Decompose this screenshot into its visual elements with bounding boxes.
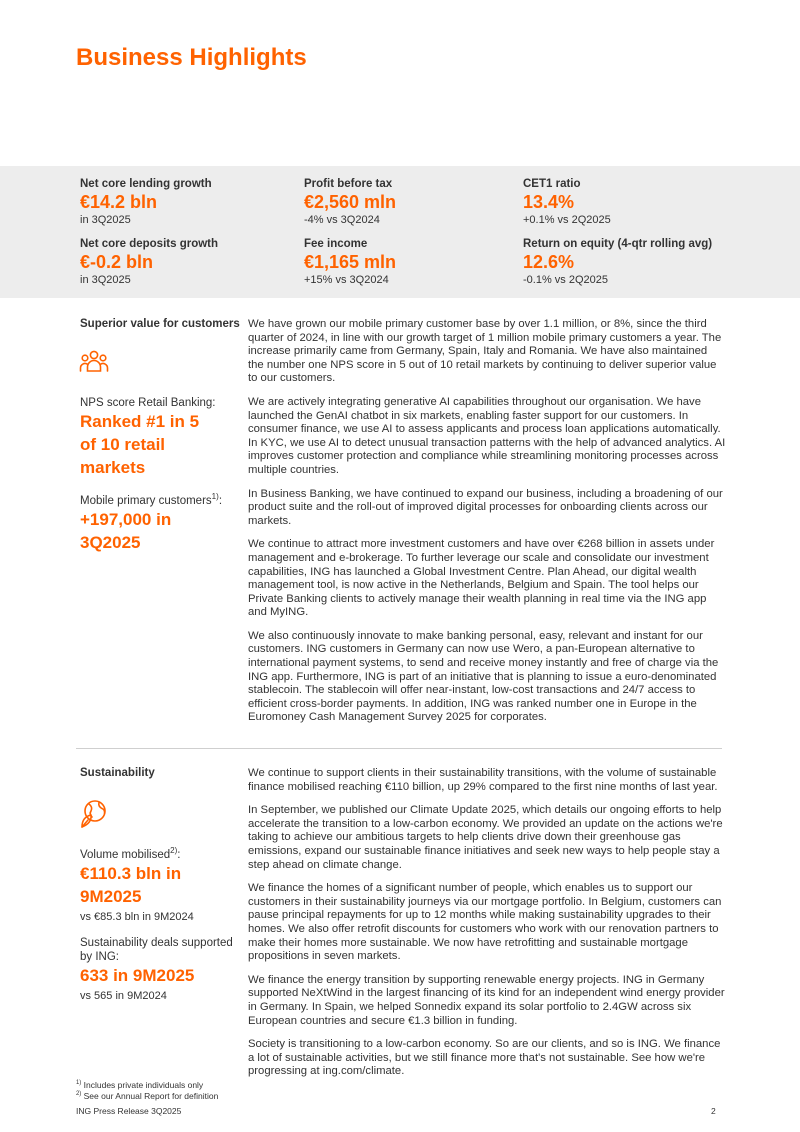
kpi-sub: +15% vs 3Q2024 (304, 274, 389, 286)
footnote: $^{1)}$ Includes private individuals only (76, 1079, 204, 1090)
sustainability-deals-stat (80, 936, 240, 1003)
deals-value: 633 in 9M2025 (80, 966, 195, 985)
kpi-label: Net core deposits growth (80, 238, 219, 250)
kpi-label: Net core lending growth (80, 178, 212, 190)
kpi-sub: -4% vs 3Q2024 (304, 214, 380, 226)
kpi-value: €2,560 mln (304, 192, 397, 212)
paragraph: We have grown our mobile primary customer base by over 1.1 million, or 8%, since the third quarter of 2024, in line with our growth target of 1 million mobile primary customers a year. The increase primarily came from Germany, Spain, Italy and Romania. We have also maintained the number one NPS score in 5 out of 10 retail markets by continuing to deliver superior value to our customers. (248, 318, 722, 385)
deals-label: Sustainability deals supported by ING: (80, 937, 233, 963)
paragraph: We also continuously innovate to make banking personal, easy, relevant and instant for our customers. ING customers in Germany can now use Wero, a pan-European alternative to international payment systems, to send and receive money instantly and free of charge via the ING app. Furthermore, ING is part of an initiative that is planning to issue a euro-denominated stablecoin. The stablecoin will offer near-instant, low-cost transactions and 24/7 access to efficient cross-border payments. In addition, ING was ranked number one in Europe in the Euromoney Cash Management Survey 2025 for corporates. (248, 629, 719, 724)
paragraph: We continue to support clients in their sustainability transitions, with the volume of sustainable finance mobilised reaching €110 billion, up 29% compared to the first nine months of last year. (248, 767, 718, 793)
kpi-value: 13.4% (523, 192, 575, 212)
section-heading-sustainability: Sustainability (80, 767, 155, 779)
kpi-sub: in 3Q2025 (80, 214, 131, 226)
volume-mobilised-stat (80, 844, 240, 924)
kpi-net-core-lending (80, 177, 280, 227)
mobile-customers-stat (80, 490, 240, 554)
kpi-net-core-deposits (80, 237, 280, 287)
footnote: $^{2)}$ See our Annual Report for definition (76, 1091, 219, 1102)
kpi-sub: in 3Q2025 (80, 274, 131, 286)
paragraph: We are actively integrating generative AI capabilities throughout our organisation. We have launched the GenAI chatbot in six markets, enabling faster support for our customers. In consumer finance, we use AI to assess applicants and process loan applications automatically. In KYC, we use AI to detect unusual transaction patterns with the help of advanced analytics. AI improves customer protection and compliance while streamlining monitoring processes across multiple countries. (248, 395, 726, 476)
kpi-profit-before-tax (304, 177, 504, 227)
sustainability-body (248, 767, 726, 1089)
kpi-sub: +0.1% vs 2Q2025 (523, 214, 611, 226)
kpi-label: Fee income (304, 238, 368, 250)
paragraph: We continue to attract more investment customers and have over €268 billion in assets under management and e-brokerage. To further leverage our scale and consolidate our investment capabilities, ING has launched a Global Investment Centre. Plan Ahead, our digital wealth management tool, is now active in the Netherlands, Belgium and Spain. The tool helps our Private Banking clients to actively manage their wealth planning in real time via the ING app and MyING. (248, 538, 715, 619)
deals-comparison: vs 565 in 9M2024 (80, 990, 167, 1002)
mobile-label: Mobile primary customers$^{1)}$: (80, 492, 223, 507)
kpi-label: Return on equity (4-qtr rolling avg) (523, 238, 713, 250)
kpi-label: Profit before tax (304, 178, 393, 190)
nps-value: Ranked #1 in 5 of 10 retail markets (80, 412, 200, 477)
footer-release-name: ING Press Release 3Q2025 (76, 1106, 182, 1116)
page-title: Business Highlights (76, 44, 307, 71)
paragraph: In September, we published our Climate Update 2025, which details our ongoing efforts to help accelerate the transition to a low-carbon economy. We provided an update on the actions we're taking to achieve our ambitious targets to help clients drive down their greenhouse gas emissions, expand our sustainable finance initiatives and seek new ways to help people stay a step ahead on climate change. (248, 804, 723, 871)
kpi-value: 12.6% (523, 252, 575, 272)
superior-body (248, 318, 726, 735)
kpi-sub: -0.1% vs 2Q2025 (523, 274, 608, 286)
kpi-value: €14.2 bln (80, 192, 158, 212)
nps-label: NPS score Retail Banking: (80, 397, 216, 409)
section-heading-superior-value: Superior value for customers (80, 318, 240, 330)
volume-value: €110.3 bln in 9M2025 (80, 863, 182, 906)
kpi-band (0, 166, 800, 298)
footnotes (76, 1079, 218, 1102)
paragraph: We finance the homes of a significant number of people, which enables us to support our customers in their sustainability journeys via our mortgage portfolio. In Belgium, customers can pause principal repayments for up to 12 months while making sustainability upgrades to their homes. We also offer retrofit discounts for customers who work with our renovation partners to make their homes more sustainable. We now have retrofitting and sustainable mortgage propositions in seven markets. (248, 882, 722, 963)
mobile-value: +197,000 in 3Q2025 (80, 509, 172, 552)
kpi-fee-income (304, 237, 504, 287)
volume-comparison: vs €85.3 bln in 9M2024 (80, 910, 194, 923)
kpi-return-on-equity (523, 237, 763, 287)
kpi-value: €1,165 mln (304, 252, 397, 272)
people-group-icon (78, 346, 110, 378)
paragraph: We finance the energy transition by supporting renewable energy projects. ING in Germany supported NeXtWind in the largest financing of its kind for an independent wind energy provider in Germany. In Spain, we helped Sonnedix expand its solar portfolio to 2.4GW across six European countries and secure €1.3 billion in funding. (248, 973, 725, 1027)
nps-stat (80, 396, 240, 479)
volume-label: Volume mobilised$^{2)}$: (80, 846, 181, 861)
kpi-cet1-ratio (523, 177, 723, 227)
page-number: 2 (711, 1106, 716, 1116)
section-divider (76, 748, 722, 749)
kpi-label: CET1 ratio (523, 178, 581, 190)
globe-leaf-icon (78, 797, 110, 829)
kpi-value: €-0.2 bln (80, 252, 154, 272)
paragraph: Society is transitioning to a low-carbon economy. So are our clients, and so is ING. We finance a lot of sustainable activities, but we still finance more that's not sustainable. See how we're progressing at ing.com/climate. (248, 1038, 721, 1078)
paragraph: In Business Banking, we have continued to expand our business, including a broadening of our product suite and the roll-out of improved digital processes for onboarding clients across our markets. (248, 487, 723, 527)
